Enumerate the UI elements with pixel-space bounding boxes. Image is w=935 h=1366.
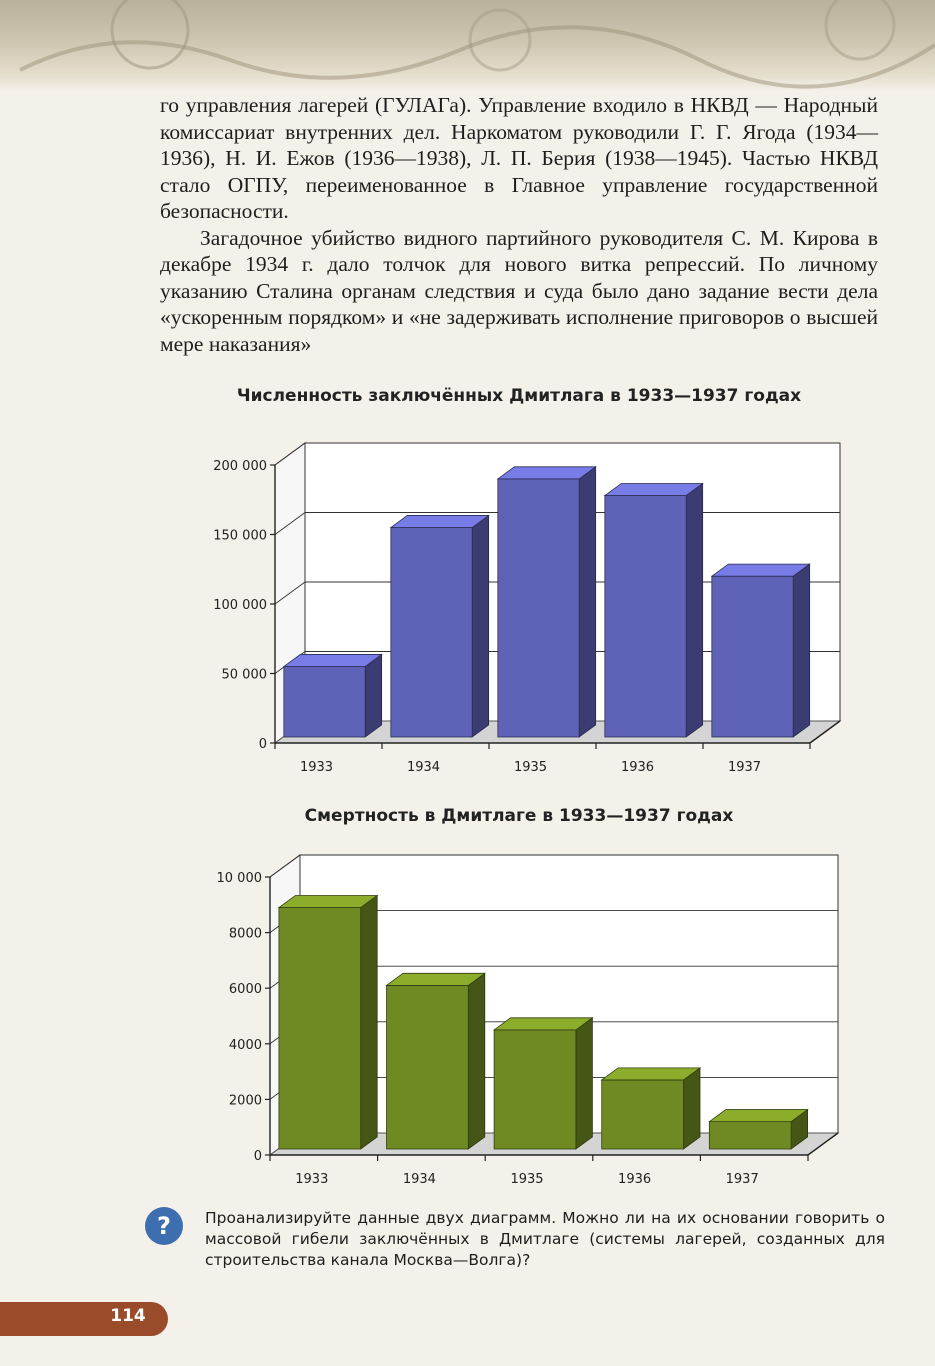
bar-1935 bbox=[494, 1018, 592, 1149]
question-glyph: ? bbox=[157, 1212, 171, 1240]
bar-1937 bbox=[709, 1110, 807, 1149]
y-tick-label: 8000 bbox=[228, 926, 262, 942]
bar-front bbox=[387, 985, 469, 1149]
bar-front bbox=[279, 908, 361, 1149]
bar-front bbox=[494, 1030, 576, 1149]
bar-top bbox=[494, 1018, 592, 1030]
bar-front bbox=[602, 1080, 684, 1149]
page-number: 114 bbox=[110, 1306, 146, 1326]
question-text: Проанализируйте данные двух диаграмм. Можно ли на их основании говорить о массовой гибели заключённых в Дмитлаге (системы лагерей, созданных для строительства канала Москва—Волга)? bbox=[205, 1209, 885, 1269]
bar-side bbox=[361, 895, 378, 1149]
bar-front bbox=[709, 1122, 791, 1149]
x-tick-label: 1936 bbox=[618, 1172, 652, 1187]
bar-1936 bbox=[602, 1068, 700, 1149]
x-tick-label: 1934 bbox=[406, 760, 441, 775]
question-icon bbox=[143, 1205, 185, 1247]
bar-top bbox=[387, 973, 485, 985]
chart-1-title: Численность заключённых Дмитлага в 1933—1937 годах bbox=[236, 386, 802, 406]
x-tick-label: 1937 bbox=[725, 1172, 759, 1187]
x-tick-label: 1934 bbox=[402, 1172, 436, 1187]
y-tick-label: 200 000 bbox=[213, 459, 267, 474]
x-tick-label: 1933 bbox=[299, 760, 334, 775]
x-tick-label: 1937 bbox=[727, 760, 762, 775]
x-tick-label: 1936 bbox=[620, 760, 655, 775]
x-tick-label: 1935 bbox=[513, 760, 548, 775]
x-tick-label: 1935 bbox=[510, 1172, 544, 1187]
bar-top bbox=[602, 1068, 700, 1080]
chart-2-title: Смертность в Дмитлаге в 1933—1937 годах bbox=[304, 806, 734, 826]
x-tick-label: 1933 bbox=[295, 1172, 329, 1187]
bar-side bbox=[468, 973, 485, 1149]
paragraph-2: Загадочное убийство видного партийного руководителя С. М. Кирова в декабре 1934 г. дало толчок для нового витка репрессий. По личному указанию Сталина органам следствия и суда было дано задание вести дела «ускоренным порядком» и «не задерживать исполнение приговоров о высшей мере наказания» bbox=[160, 225, 878, 356]
y-tick-label: 50 000 bbox=[221, 667, 267, 683]
y-tick-label: 0 bbox=[258, 737, 267, 752]
bar-side bbox=[576, 1018, 593, 1149]
y-tick-label: 0 bbox=[253, 1149, 262, 1164]
bar-1933 bbox=[279, 895, 377, 1149]
bar-top bbox=[709, 1110, 807, 1122]
y-tick-label: 2000 bbox=[228, 1093, 262, 1109]
y-tick-label: 6000 bbox=[228, 982, 262, 998]
paragraph-1: го управления лагерей (ГУЛАГа). Управление входило в НКВД — Народный комиссариат внутренних дел. Наркоматом руководили Г. Г. Ягода (1934—1936), Н. И. Ежов (1936—1938), Л. П. Берия (1938—1945). Частью НКВД стало ОГПУ, переименованное в Главное управление государственной безопасности. bbox=[160, 93, 878, 223]
bar-side bbox=[683, 1068, 700, 1149]
bar-1934 bbox=[387, 973, 485, 1149]
y-tick-label: 10 000 bbox=[216, 871, 262, 886]
bar-top bbox=[279, 895, 377, 907]
y-tick-label: 4000 bbox=[228, 1037, 262, 1053]
y-tick-label: 100 000 bbox=[213, 598, 267, 613]
y-tick-label: 150 000 bbox=[213, 528, 267, 544]
